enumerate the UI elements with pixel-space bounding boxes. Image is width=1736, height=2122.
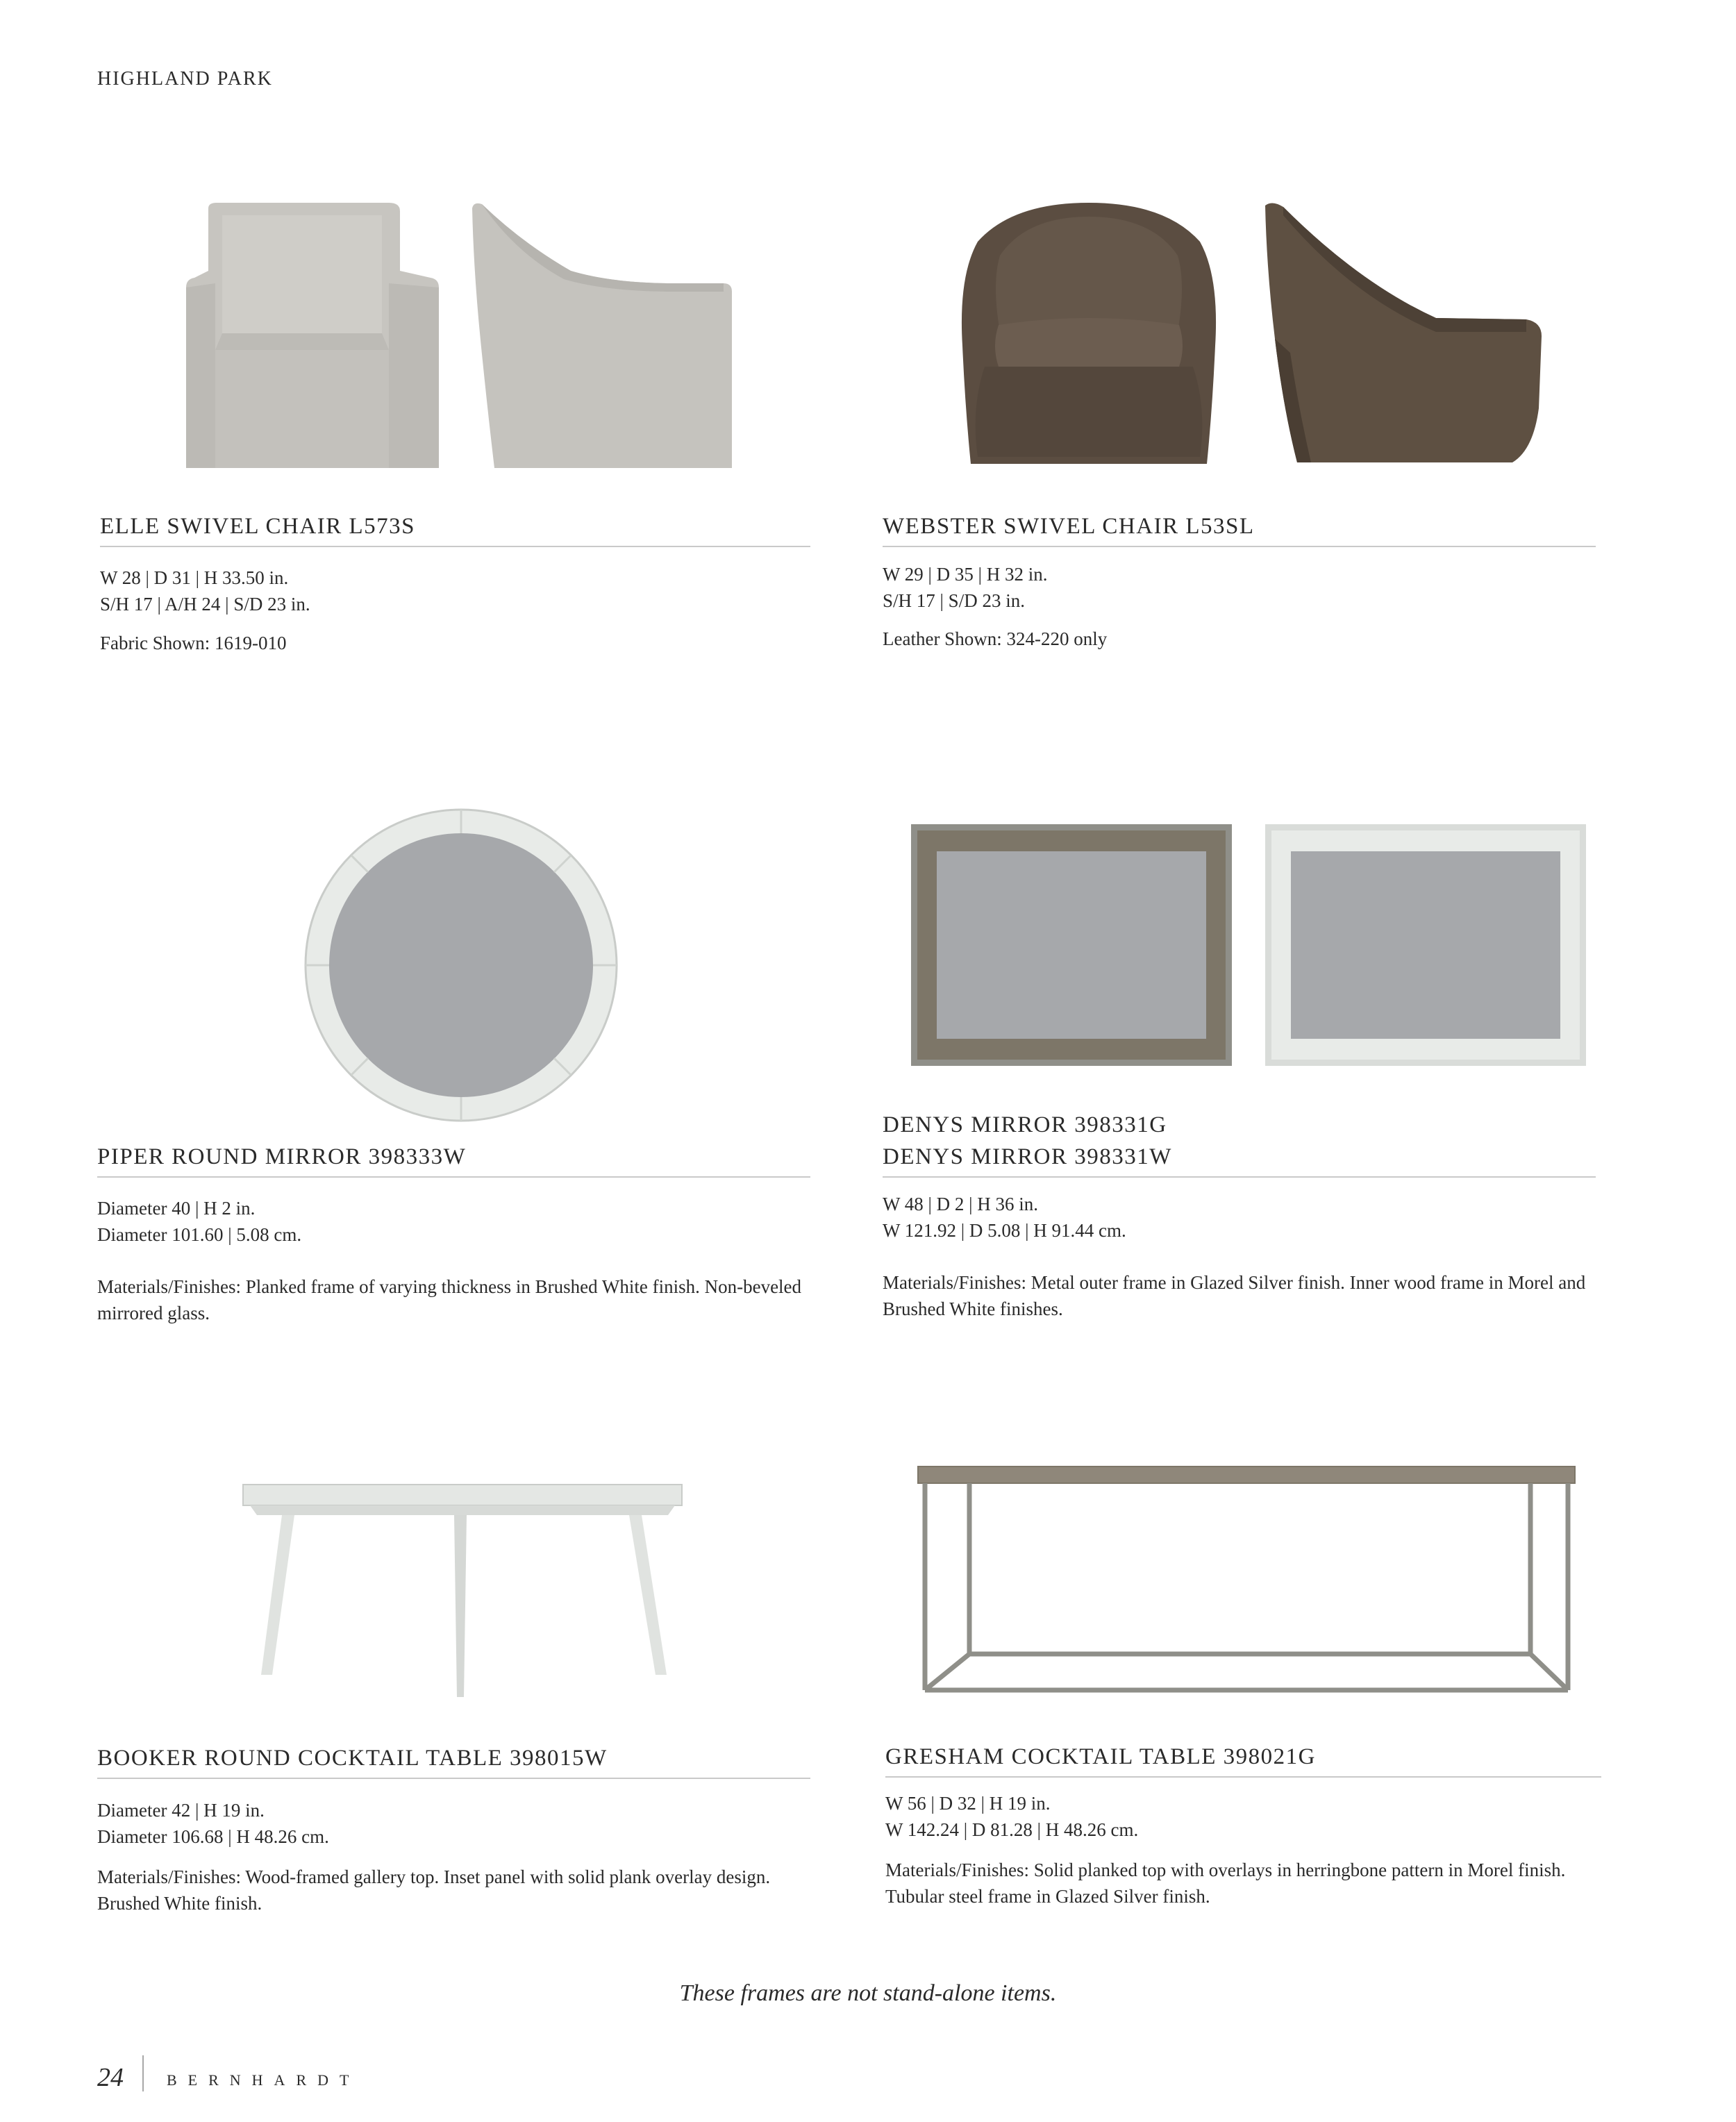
denys-materials: Materials/Finishes: Metal outer frame in Glazed Silver finish. Inner wood frame in Morel and Brushed White finishes. [883,1272,1586,1319]
booker-title: BOOKER ROUND COCKTAIL TABLE 398015W [97,1746,608,1771]
denys-mirror-morel-image [910,824,1233,1067]
divider [97,1778,810,1779]
piper-title: PIPER ROUND MIRROR 398333W [97,1144,467,1169]
gresham-table-image [917,1465,1576,1694]
brand-logo: BERNHARDT [167,2071,360,2089]
denys-dims-line-2: W 121.92 | D 5.08 | H 91.44 cm. [883,1220,1126,1241]
elle-chair-side-image [467,201,737,472]
booker-table-image [240,1482,685,1700]
piper-dims-line-2: Diameter 101.60 | 5.08 cm. [97,1224,302,1245]
piper-dims-line-1: Diameter 40 | H 2 in. [97,1198,256,1219]
webster-dims-line-1: W 29 | D 35 | H 32 in. [883,564,1048,585]
denys-dims-line-1: W 48 | D 2 | H 36 in. [883,1194,1039,1214]
booker-dims-line-1: Diameter 42 | H 19 in. [97,1800,265,1821]
webster-chair-front-image [957,200,1221,469]
footnote: These frames are not stand-alone items. [679,1980,1057,2006]
gresham-dims-line-2: W 142.24 | D 81.28 | H 48.26 cm. [885,1819,1139,1840]
webster-dims-line-2: S/H 17 | S/D 23 in. [883,590,1025,611]
gresham-dims-line-1: W 56 | D 32 | H 19 in. [885,1793,1051,1814]
elle-fabric-note: Fabric Shown: 1619-010 [100,633,287,653]
booker-dims-line-2: Diameter 106.68 | H 48.26 cm. [97,1826,329,1847]
denys-title-w: DENYS MIRROR 398331W [883,1144,1172,1169]
webster-chair-side-image [1255,200,1547,469]
divider [100,546,810,547]
footer-divider [142,2055,144,2091]
page-number: 24 [97,2063,124,2092]
divider [883,546,1596,547]
piper-materials: Materials/Finishes: Planked frame of varying thickness in Brushed White finish. Non-beveled mirrored glass. [97,1276,802,1323]
elle-title: ELLE SWIVEL CHAIR L573S [100,514,415,539]
page-header: HIGHLAND PARK [97,68,273,90]
elle-chair-front-image [181,201,444,472]
divider [883,1176,1596,1178]
divider [885,1776,1601,1778]
webster-title: WEBSTER SWIVEL CHAIR L53SL [883,514,1255,539]
denys-title-g: DENYS MIRROR 398331G [883,1112,1167,1137]
elle-dims-line-2: S/H 17 | A/H 24 | S/D 23 in. [100,594,310,615]
denys-mirror-white-image [1265,824,1587,1067]
booker-materials: Materials/Finishes: Wood-framed gallery top. Inset panel with solid plank overlay design. Brushed White finish. [97,1866,771,1914]
gresham-materials: Materials/Finishes: Solid planked top with overlays in herringbone pattern in Morel finish. Tubular steel frame in Glazed Silver finish. [885,1860,1566,1907]
gresham-title: GRESHAM COCKTAIL TABLE 398021G [885,1744,1316,1769]
elle-dims-line-1: W 28 | D 31 | H 33.50 in. [100,567,289,588]
divider [97,1176,810,1178]
piper-mirror-image [303,807,619,1123]
webster-leather-note: Leather Shown: 324-220 only [883,628,1108,649]
